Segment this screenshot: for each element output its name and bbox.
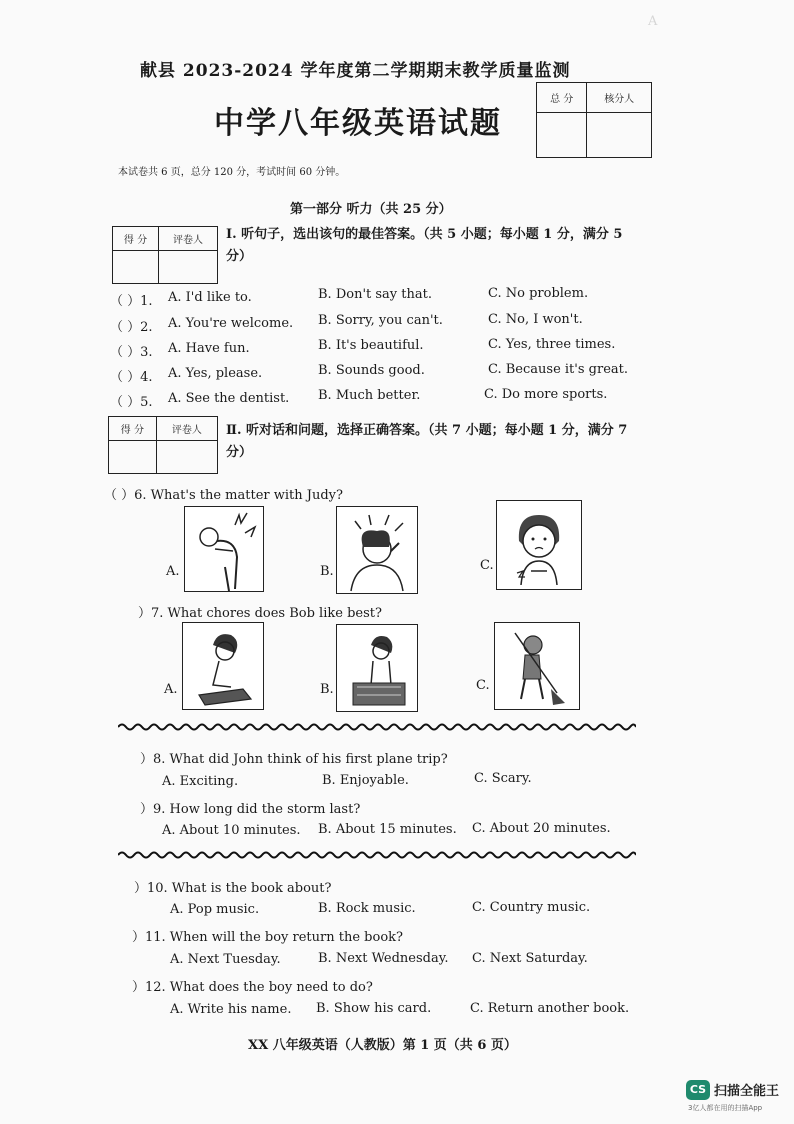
option-a: A. I'd like to.: [168, 290, 252, 305]
question-number[interactable]: （ ）3.: [110, 345, 153, 360]
bleed-through-text: A: [648, 14, 658, 29]
q9-option-a: A. About 10 minutes.: [162, 823, 301, 838]
option-a: A. Have fun.: [168, 341, 250, 356]
option-b: B. Don't say that.: [318, 287, 432, 302]
q11-option-c: C. Next Saturday.: [472, 951, 588, 966]
option-a: A. You're welcome.: [168, 316, 294, 331]
option-b: B. It's beautiful.: [318, 338, 424, 353]
q6-option-b-label: B.: [320, 564, 334, 579]
wavy-divider-top: [118, 722, 636, 732]
section1-title: [226, 224, 666, 268]
grader-name-cell[interactable]: [156, 441, 217, 474]
question-8[interactable]: ）8. What did John think of his first plane trip?: [140, 752, 448, 767]
section2-grader-box: [108, 416, 218, 474]
q7-option-a-label: A.: [164, 682, 178, 697]
wavy-divider-bottom: [118, 850, 636, 860]
question-number[interactable]: （ ）5.: [110, 395, 153, 410]
q9-option-c: C. About 20 minutes.: [472, 821, 611, 836]
folding-clothes-illustration: [183, 623, 263, 709]
scanner-app-name: 扫描全能王: [714, 1084, 780, 1099]
q10-option-c: C. Country music.: [472, 900, 591, 915]
question-11[interactable]: ）11. When will the boy return the book?: [132, 930, 403, 945]
question-12[interactable]: ）12. What does the boy need to do?: [132, 980, 373, 995]
question-9[interactable]: ）9. How long did the storm last?: [140, 802, 361, 817]
option-c: C. No problem.: [488, 286, 589, 301]
q6-option-a-label: A.: [166, 564, 180, 579]
section2-title: [226, 420, 666, 464]
q11-option-b: B. Next Wednesday.: [318, 951, 449, 966]
grader-score-label: 得 分: [109, 417, 157, 441]
option-b: B. Much better.: [318, 388, 421, 403]
washing-dishes-illustration: [337, 625, 417, 711]
section2-title-text: Ⅱ. 听对话和问题，选择正确答案。（共 7 小题；每小题 1 分，满分 7: [226, 423, 628, 438]
grader-score-cell[interactable]: [109, 441, 157, 474]
section1-grader-box: [112, 226, 218, 284]
option-b: B. Sorry, you can't.: [318, 313, 443, 328]
sweeping-floor-illustration: [495, 623, 579, 709]
q12-option-b: B. Show his card.: [316, 1001, 432, 1016]
q7-option-b-label: B.: [320, 682, 334, 697]
q6-option-a-image[interactable]: [184, 506, 264, 592]
question-number[interactable]: （ ）4.: [110, 370, 153, 385]
q10-option-b: B. Rock music.: [318, 901, 416, 916]
q12-option-c: C. Return another book.: [470, 1001, 630, 1016]
question-10[interactable]: ）10. What is the book about?: [134, 881, 332, 896]
q6-option-b-image[interactable]: [336, 506, 418, 594]
total-score-box: [536, 82, 652, 158]
q9-option-b: B. About 15 minutes.: [318, 822, 457, 837]
q7-option-a-image[interactable]: [182, 622, 264, 710]
backache-illustration: [185, 507, 263, 591]
grader-name-label: 评卷人: [159, 227, 218, 251]
question-7[interactable]: ）7. What chores does Bob like best?: [138, 606, 382, 621]
part-one-title: 第一部分 听力（共 25 分）: [290, 202, 452, 217]
option-b: B. Sounds good.: [318, 363, 425, 378]
q6-option-c-label: C.: [480, 558, 494, 573]
grader-name-cell[interactable]: [159, 251, 218, 284]
score-box-total-cell[interactable]: [537, 113, 587, 158]
grader-name-label: 评卷人: [156, 417, 217, 441]
q7-option-c-image[interactable]: [494, 622, 580, 710]
q7-option-c-label: C.: [476, 678, 490, 693]
question-number[interactable]: （ ）1.: [110, 294, 153, 309]
option-a: A. Yes, please.: [168, 366, 263, 381]
option-c: C. Yes, three times.: [488, 337, 616, 352]
q10-option-a: A. Pop music.: [170, 902, 260, 917]
q7-option-b-image[interactable]: [336, 624, 418, 712]
question-number[interactable]: （ ）2.: [110, 320, 153, 335]
grader-score-label: 得 分: [113, 227, 159, 251]
option-c: C. No, I won't.: [488, 312, 583, 327]
q8-option-c: C. Scary.: [474, 771, 532, 786]
scanner-logo-icon: CS: [686, 1080, 710, 1100]
page-footer: XX 八年级英语（人教版）第 1 页（共 6 页）: [248, 1038, 517, 1053]
scanner-app-tagline: 3亿人都在用的扫描App: [688, 1104, 763, 1112]
option-c: C. Do more sports.: [484, 387, 608, 402]
q12-option-a: A. Write his name.: [170, 1002, 292, 1017]
score-box-checker-cell[interactable]: [587, 113, 652, 158]
section1-title-text: Ⅰ. 听句子，选出该句的最佳答案。（共 5 小题；每小题 1 分，满分 5: [226, 227, 623, 242]
headache-illustration: [337, 507, 417, 593]
option-c: C. Because it's great.: [488, 362, 628, 377]
section2-title-cont: 分）: [226, 445, 253, 460]
section1-title-cont: 分）: [226, 249, 253, 264]
option-a: A. See the dentist.: [168, 391, 290, 406]
score-box-checker-label: 核分人: [587, 83, 652, 113]
q11-option-a: A. Next Tuesday.: [170, 952, 281, 967]
score-box-total-label: 总 分: [537, 83, 587, 113]
exam-header-line: 献县 2023-2024 学年度第二学期期末教学质量监测: [140, 61, 571, 81]
q6-option-c-image[interactable]: [496, 500, 582, 590]
grader-score-cell[interactable]: [113, 251, 159, 284]
q8-option-a: A. Exciting.: [162, 774, 239, 789]
exam-title: 中学八年级英语试题: [214, 106, 502, 141]
stomachache-illustration: [497, 501, 581, 589]
exam-instructions: 本试卷共 6 页，总分 120 分，考试时间 60 分钟。: [118, 167, 346, 178]
question-6[interactable]: （ ）6. What's the matter with Judy?: [104, 488, 343, 503]
q8-option-b: B. Enjoyable.: [322, 773, 409, 788]
